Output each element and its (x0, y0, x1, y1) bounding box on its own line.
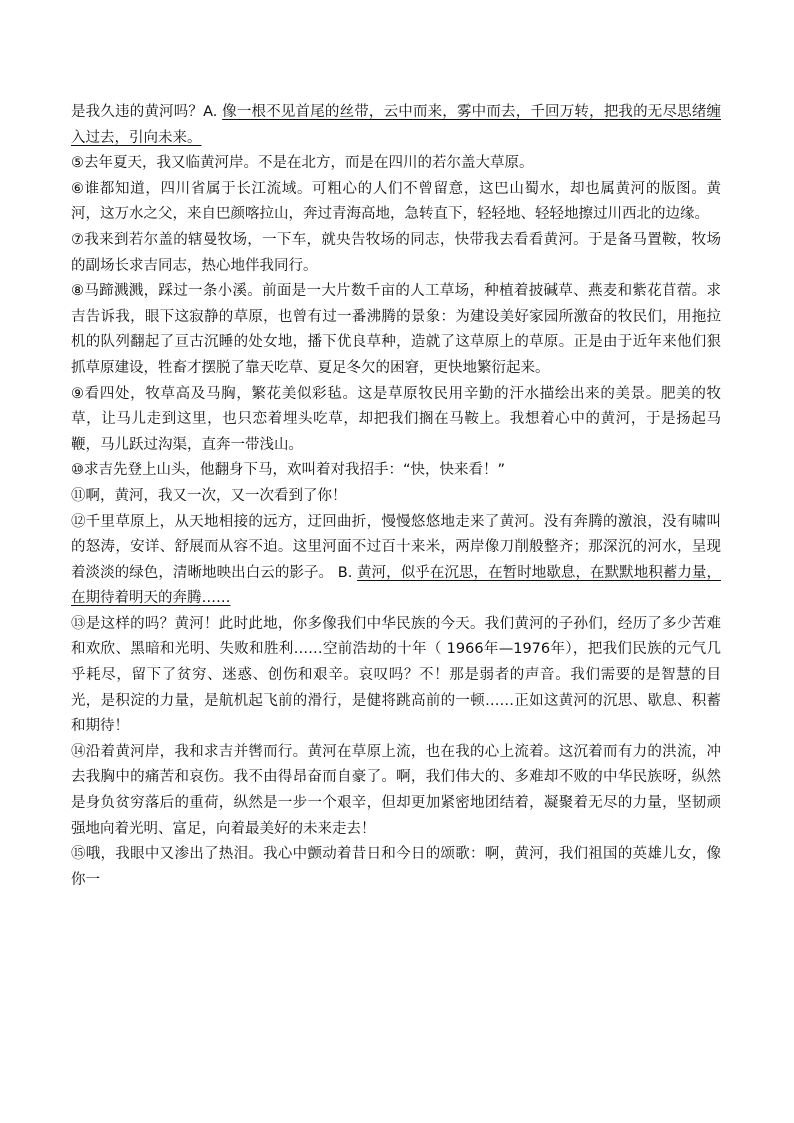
underlined-sentence: 黄河，似乎在沉思，在暂时地歇息，在默默地积蓄力量，在期待着明天的奔腾…… (71, 564, 721, 607)
paragraph (71, 842, 721, 893)
paragraph (71, 151, 721, 177)
paragraph-text: ⑫千里草原上，从天地相接的远方，迂回曲折，慢慢悠悠地走来了黄河。没有奔腾的激浪，没有啸叫的怒涛，安详、舒展而从容不迫。这里河面不过百十来米，两岸像刀削般整齐；那深沉的河水，呈现着淡淡的绿色，清晰地映出白云的影子。 B. (71, 513, 721, 581)
paragraph-text: ⑨看四处，牧草高及马胸，繁花美似彩毡。这是草原牧民用辛勤的汗水描绘出来的美景。肥美的牧草，让马儿走到这里，也只恋着埋头吃草，却把我们搁在马鞍上。我想着心中的黄河，于是扬起马鞭，马儿跃过沟渠，直奔一带浅山。 (71, 385, 721, 453)
paragraph-text: ⑥谁都知道，四川省属于长江流域。可粗心的人们不曾留意，这巴山蜀水，却也属黄河的版图。黄河，这万水之父，来自巴颜喀拉山，奔过青海高地，急转直下，轻轻地、轻轻地擦过川西北的边缘。 (71, 180, 721, 223)
paragraph-text: ⑮哦，我眼中又渗出了热泪。我心中颤动着昔日和今日的颂歌：啊，黄河，我们祖国的英雄儿女，像你一 (71, 846, 721, 888)
paragraph-text: ⑩求吉先登上山头，他翻身下马，欢叫着对我招手：“快，快来看！” (71, 462, 506, 479)
paragraph-text: ⑤去年夏天，我又临黄河岸。不是在北方，而是在四川的若尔盖大草原。 (71, 155, 534, 172)
paragraph (71, 612, 721, 740)
paragraph (71, 228, 721, 279)
underlined-sentence: 像一根不见首尾的丝带，云中而来，雾中而去，千回万转，把我的无尽思绪缠入过去，引向未来。 (71, 104, 721, 146)
paragraph (71, 100, 721, 151)
paragraph-text: ⑧马蹄溅溅，踩过一条小溪。前面是一大片数千亩的人工草场，种植着披碱草、燕麦和紫花苜蓿。求吉告诉我，眼下这寂静的草原，也曾有过一番沸腾的景象：为建设美好家园所激奋的牧民们，用拖拉机的队列翻起了亘古沉睡的处女地，播下优良草种，造就了这草原上的草原。正是由于近年来他们狠抓草原建设，牲畜才摆脱了靠天吃草、夏足冬欠的困窘，更快地繁衍起来。 (71, 283, 721, 376)
paragraph (71, 458, 721, 484)
paragraph-text: ⑬是这样的吗？黄河！此时此地，你多像我们中华民族的今天。我们黄河的子孙们，经历了多少苦难和欢欣、黑暗和光明、失败和胜利……空前浩劫的十年（ 1966年—1976年），把我们民族的元气几乎耗尽，留下了贫穷、迷惑、创伤和艰辛。哀叹吗？不！那是弱者的声音。我们需要的是智慧的目光，是积淀的力量，是航机起飞前的滑行，是健将跳高前的一顿……正如这黄河的沉思、歇息、积蓄和期待！ (71, 615, 721, 735)
article-body (71, 100, 721, 893)
paragraph-text: ⑦我来到若尔盖的辖曼牧场，一下车，就央告牧场的同志，快带我去看看黄河。于是备马置鞍，牧场的副场长求吉同志，热心地伴我同行。 (71, 231, 721, 274)
paragraph-text: ⑭沿着黄河岸，我和求吉并辔而行。黄河在草原上流，也在我的心上流着。这沉着而有力的洪流，冲去我胸中的痛苦和哀伤。我不由得昂奋而自豪了。啊，我们伟大的、多难却不败的中华民族呀，纵然是身负贫穷落后的重荷，纵然是一步一个艰辛，但却更加紧密地团结着，凝聚着无尽的力量，坚韧顽强地向着光明、富足，向着最美好的未来走去！ (71, 743, 721, 837)
paragraph (71, 510, 721, 612)
paragraph-text: 是我久违的黄河吗？A. (71, 104, 223, 120)
paragraph-text: ⑪啊，黄河，我又一次，又一次看到了你！ (71, 487, 347, 504)
paragraph (71, 279, 721, 381)
paragraph (71, 740, 721, 842)
paragraph (71, 177, 721, 228)
paragraph (71, 484, 721, 510)
paragraph (71, 382, 721, 459)
